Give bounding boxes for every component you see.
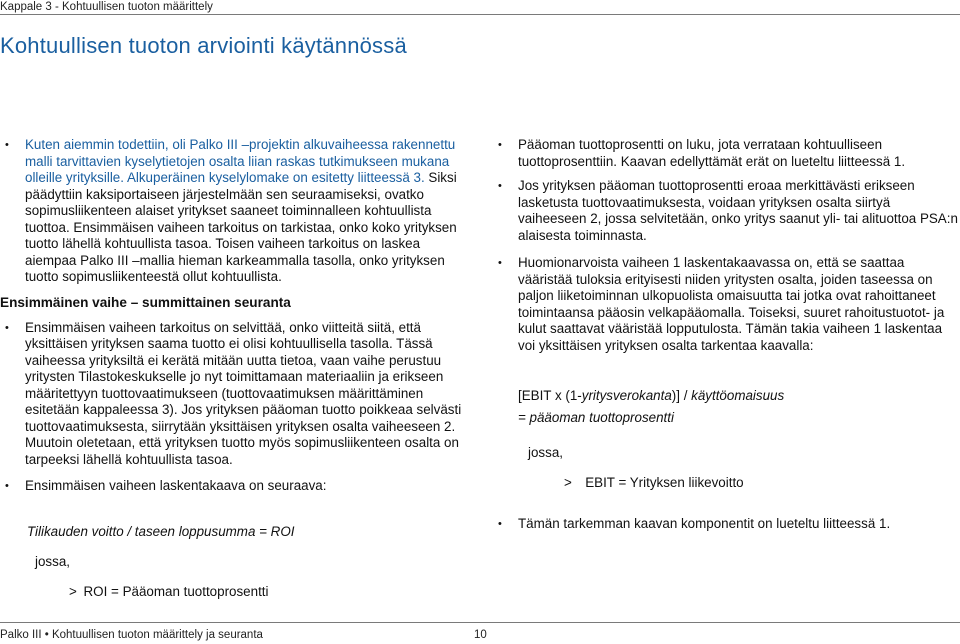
- formula-part: käyttöomaisuus: [691, 388, 785, 403]
- paragraph-text: Jos yrityksen pääoman tuottoprosentti eroaa merkittävästi erikseen lasketusta tuottovaatimuksesta, voidaan yrityksen osalta siirtyä vaiheeseen 2, jossa selvitetään, onko yritys saanut yli- tai alituottoa PSA:n alaisesta toiminnasta.: [518, 178, 958, 243]
- bullet-icon: •: [498, 139, 502, 151]
- page-title: Kohtuullisen tuoton arviointi käytännössä: [0, 33, 407, 58]
- formula-where: jossa,: [35, 553, 70, 569]
- list-item: [0, 137, 474, 286]
- list-item: [493, 137, 960, 170]
- bullet-icon: •: [5, 480, 9, 492]
- right-column: [493, 137, 960, 533]
- paragraph-text: Pääoman tuottoprosentti on luku, jota verrataan kohtuulliseen tuottoprosenttiin. Kaavan edellyttämät erät on lueteltu liitteessä 1.: [518, 137, 906, 169]
- bullet-icon: •: [498, 518, 502, 530]
- paragraph-highlight: Kuten aiemmin todettiin, oli Palko III –projektin alkuvaiheessa rakennettu malli tarvittavien kyselytietojen osalta liian raskas tutkimukseen mukana olleille yrityksille. Alkuperäinen kyselylomake on esitetty liitteessä 3.: [25, 137, 456, 185]
- formula-part: [EBIT x (1-: [518, 388, 582, 403]
- formula-ebit: [493, 387, 960, 404]
- page-number: 10: [474, 629, 487, 641]
- bullet-icon: •: [498, 180, 502, 192]
- footer-text: Palko III • Kohtuullisen tuoton määrittely ja seuranta: [0, 629, 263, 641]
- formula-part: yritysverokanta: [581, 388, 672, 403]
- bullet-icon: •: [5, 139, 9, 151]
- paragraph-text: Ensimmäisen vaiheen tarkoitus on selvittää, onko viitteitä siitä, että yksittäisen yrityksen saama tuotto ei olisi kohtuullisella tasolla. Tässä vaiheessa yrityksiltä ei kerätä mitään uutta tietoa, vaan vaihe perustuu yritysten Tilastokeskukselle jo nyt toimittamaan materiaaliin ja erikseen määritettyyn tuottovaatimukseen (tuottovaatimuksen määrittäminen esitetään kappaleessa 3). Jos yrityksen pääoman tuotto poikkeaa selvästi tuottovaatimuksesta, siirrytään yksittäisen yrityksen osalta vaiheeseen 2. Muutoin oletetaan, että yrityksen tuotto myös sopimusliikenteen osalta on tarpeeksi lähellä kohtuullista tasoa.: [25, 319, 462, 467]
- list-item: [0, 478, 474, 495]
- bullet-icon: •: [498, 257, 502, 269]
- paragraph-text: Siksi päädyttiin kaksiportaiseen järjestelmään sen seuraamiseksi, ovatko sopimusliikenteen alaiset yritykset saaneet toiminnalleen kohtuullista tuottoa. Ensimmäisen vaiheen tarkoitus on tarkistaa, onko koko yrityksen tuotto lähellä kohtuullista tasoa. Toisen vaiheen tarkoitus on laskea aiempaa Palko III –mallia hieman karkeammalla tasolla, onko yrityksen tuotto sopimusliikenteestä ollut kohtuullista.: [25, 170, 457, 284]
- running-header: Kappale 3 - Kohtuullisen tuoton määrittely: [0, 1, 213, 13]
- paragraph-text: Ensimmäisen vaiheen laskentakaava on seuraava:: [25, 478, 327, 493]
- list-item: [493, 178, 960, 244]
- list-item: [0, 320, 474, 469]
- paragraph-text: Tämän tarkemman kaavan komponentit on lueteltu liitteessä 1.: [518, 516, 891, 531]
- bullet-icon: •: [5, 321, 9, 334]
- formula-roi: Tilikauden voitto / taseen loppusumma = ROI: [27, 523, 295, 539]
- formula-definition: > ROI = Pääoman tuottoprosentti: [69, 583, 269, 599]
- formula-part: )] /: [671, 388, 692, 403]
- formula-result: = pääoman tuottoprosentti: [518, 410, 674, 425]
- section-heading: Ensimmäinen vaihe – summittainen seuranta: [0, 294, 291, 310]
- formula-definition: > EBIT = Yrityksen liikevoitto: [564, 475, 744, 490]
- paragraph-text: Huomionarvoista vaiheen 1 laskentakaavassa on, että se saattaa vääristää tuloksia erityisesti niiden yritysten osalta, joiden taseessa on paljon liiketoiminnan ulkopuolista omaisuutta tai jotka ovat rahoittaneet toimintaansa pääosin velkapääomalla. Toiseksi, suuret rahoitustuotot- ja kulut saattavat vääristää lopputulosta. Tämän takia vaiheen 1 laskentaa voi yksittäisen yrityksen osalta tarkentaa kaavalla:: [518, 255, 945, 353]
- header-rule: [0, 14, 960, 15]
- formula-where: jossa,: [528, 445, 563, 460]
- list-item: [493, 516, 960, 533]
- list-item: [493, 255, 960, 354]
- left-column: [0, 137, 474, 600]
- footer-rule: [0, 622, 960, 623]
